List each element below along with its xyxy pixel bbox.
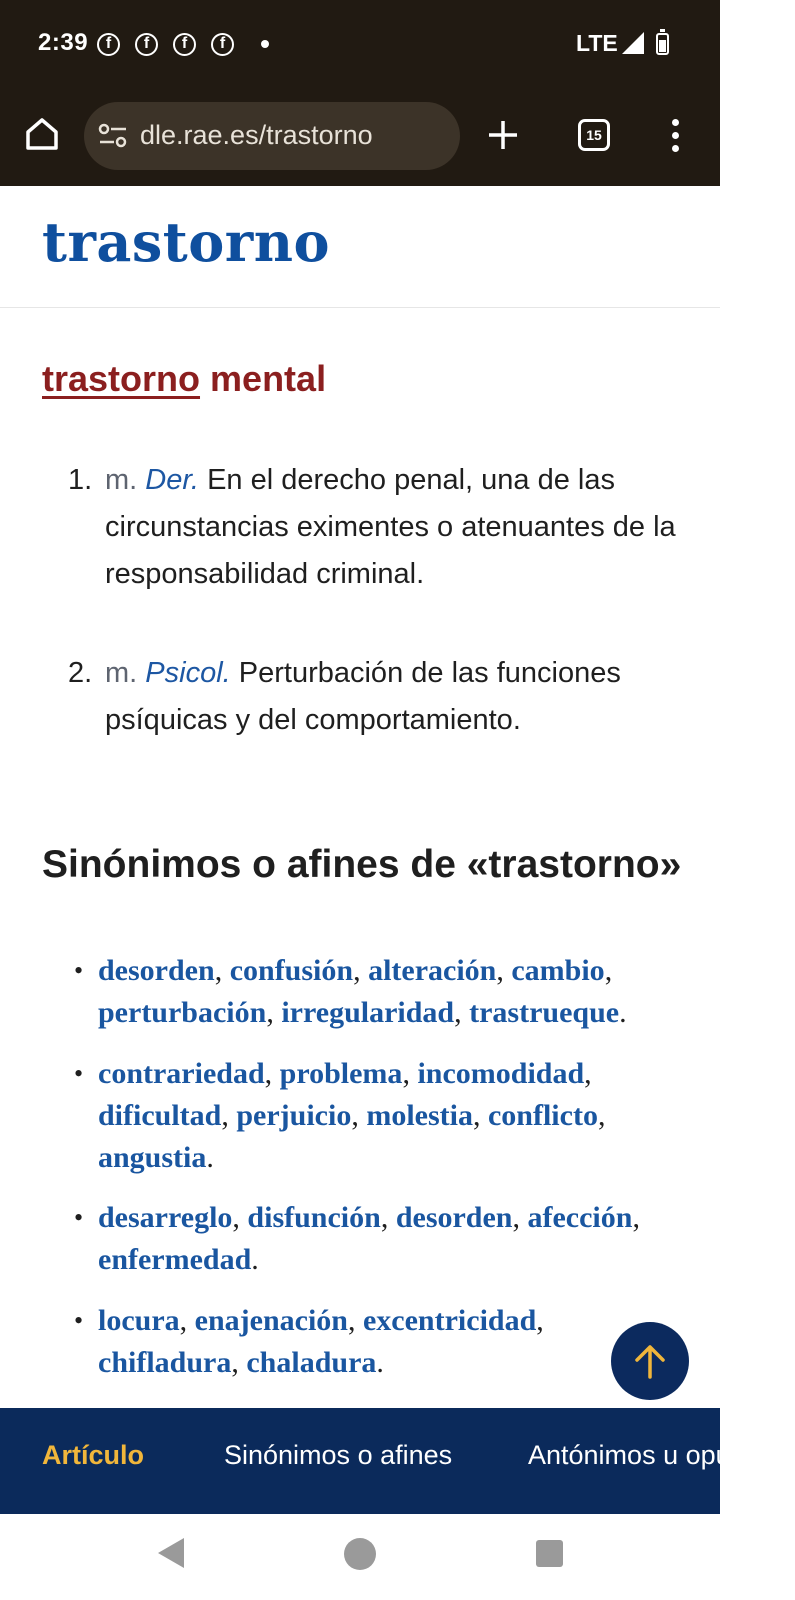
synonym-link[interactable]: molestia <box>366 1099 473 1132</box>
definition-number: 2. <box>68 657 93 689</box>
more-notifications-dot-icon <box>261 40 269 48</box>
section-nav <box>0 1408 795 1514</box>
tab-switcher-button[interactable]: 15 <box>578 119 610 151</box>
synonym-link[interactable]: trastrueque <box>469 996 620 1029</box>
menu-dot-icon <box>672 132 679 139</box>
home-icon <box>22 114 62 154</box>
separator: , <box>347 1304 363 1337</box>
facebook-icon: f <box>135 33 158 56</box>
facebook-icon: f <box>173 33 196 56</box>
phrase-entry <box>42 358 326 400</box>
arrow-up-icon <box>632 1341 668 1381</box>
definition-text: Perturbación de las funciones psíquicas y del comportamiento. <box>105 657 621 736</box>
facebook-icon: f <box>211 33 234 56</box>
nav-sinonimos[interactable]: Sinónimos o afines <box>224 1440 453 1470</box>
abbr-masculine[interactable]: m. <box>105 657 138 689</box>
synonym-link[interactable]: confusión <box>229 954 354 987</box>
separator: , <box>496 954 512 987</box>
headword: trastorno <box>42 210 330 274</box>
menu-dot-icon <box>672 145 679 152</box>
separator: , <box>214 954 230 987</box>
synonym-items <box>98 1300 688 1384</box>
separator: , <box>512 1201 528 1234</box>
separator: , <box>232 1201 248 1234</box>
synonym-link[interactable]: conflicto <box>487 1099 598 1132</box>
abbr-masculine[interactable]: m. <box>105 464 138 496</box>
synonym-items <box>98 950 688 1034</box>
abbr-subject[interactable]: Psicol. <box>145 657 231 689</box>
separator: , <box>353 954 369 987</box>
synonym-items <box>98 1197 688 1281</box>
separator: , <box>584 1057 592 1090</box>
synonym-link[interactable]: excentricidad <box>362 1304 537 1337</box>
separator: , <box>221 1099 237 1132</box>
synonym-items <box>98 1053 688 1179</box>
separator: , <box>597 1099 606 1132</box>
separator: , <box>179 1304 195 1337</box>
synonym-link[interactable]: dificultad <box>98 1099 222 1132</box>
separator: , <box>380 1201 396 1234</box>
synonym-link[interactable]: desorden <box>98 954 215 987</box>
synonym-link[interactable]: afección <box>527 1201 633 1234</box>
separator: , <box>536 1304 544 1337</box>
browser-chrome <box>0 0 720 186</box>
synonym-link[interactable]: perturbación <box>98 996 267 1029</box>
menu-dot-icon <box>672 119 679 126</box>
battery-icon <box>656 33 669 55</box>
system-navigation <box>0 1514 720 1600</box>
synonym-link[interactable]: problema <box>279 1057 403 1090</box>
home-circle-icon[interactable] <box>344 1538 376 1570</box>
bullet: • <box>74 1059 84 1088</box>
synonym-link[interactable]: desorden <box>395 1201 513 1234</box>
status-time: 2:39 <box>38 29 89 56</box>
synonym-link[interactable]: contrariedad <box>98 1057 265 1090</box>
url-text[interactable]: dle.rae.es/trastorno <box>140 120 373 150</box>
synonym-link[interactable]: enfermedad <box>98 1243 252 1276</box>
synonym-link[interactable]: cambio <box>511 954 605 987</box>
new-tab-button[interactable] <box>486 118 520 152</box>
back-icon[interactable] <box>158 1538 184 1568</box>
plus-icon <box>486 118 520 152</box>
more-options-button[interactable] <box>672 119 680 153</box>
separator: . <box>619 996 627 1029</box>
bullet: • <box>74 1203 84 1232</box>
nav-antonimos[interactable]: Antónimos u opuestos <box>528 1440 795 1470</box>
separator: , <box>632 1201 640 1234</box>
synonym-link[interactable]: locura <box>98 1304 180 1337</box>
separator: . <box>206 1141 214 1174</box>
synonyms-heading: Sinónimos o afines de «trastorno» <box>42 843 682 886</box>
synonym-link[interactable]: chifladura <box>98 1346 232 1379</box>
separator: . <box>376 1346 384 1379</box>
nav-articulo[interactable]: Artículo <box>42 1440 145 1470</box>
phrase-rest: mental <box>210 358 327 399</box>
home-button[interactable] <box>22 114 62 154</box>
separator: , <box>402 1057 418 1090</box>
synonym-link[interactable]: disfunción <box>247 1201 381 1234</box>
separator: , <box>604 954 613 987</box>
bullet: • <box>74 956 84 985</box>
facebook-icon: f <box>97 33 120 56</box>
synonym-link[interactable]: chaladura <box>246 1346 377 1379</box>
separator: , <box>231 1346 247 1379</box>
synonym-link[interactable]: enajenación <box>194 1304 348 1337</box>
recents-icon[interactable] <box>536 1540 563 1567</box>
site-settings-icon[interactable] <box>98 123 128 149</box>
synonym-link[interactable]: incomodidad <box>417 1057 585 1090</box>
definition-number: 1. <box>68 464 93 496</box>
synonym-link[interactable]: angustia <box>98 1141 207 1174</box>
separator: , <box>454 996 470 1029</box>
separator: , <box>472 1099 488 1132</box>
address-bar[interactable] <box>84 102 460 170</box>
separator: , <box>264 1057 280 1090</box>
bullet: • <box>74 1306 84 1335</box>
synonym-link[interactable]: irregularidad <box>281 996 455 1029</box>
definition-text: En el derecho penal, una de las circunstancias eximentes o atenuantes de la responsabilidad criminal. <box>105 464 676 590</box>
separator: , <box>351 1099 367 1132</box>
separator: , <box>266 996 282 1029</box>
synonym-link[interactable]: desarreglo <box>98 1201 233 1234</box>
signal-icon <box>622 32 644 54</box>
synonym-link[interactable]: perjuicio <box>236 1099 352 1132</box>
scroll-to-top-button[interactable] <box>611 1322 689 1400</box>
headword-header <box>0 186 720 308</box>
separator: . <box>251 1243 259 1276</box>
synonym-link[interactable]: alteración <box>368 954 497 987</box>
network-type: LTE <box>576 30 618 56</box>
abbr-subject[interactable]: Der. <box>145 464 199 496</box>
phrase-link[interactable]: trastorno <box>42 358 201 399</box>
